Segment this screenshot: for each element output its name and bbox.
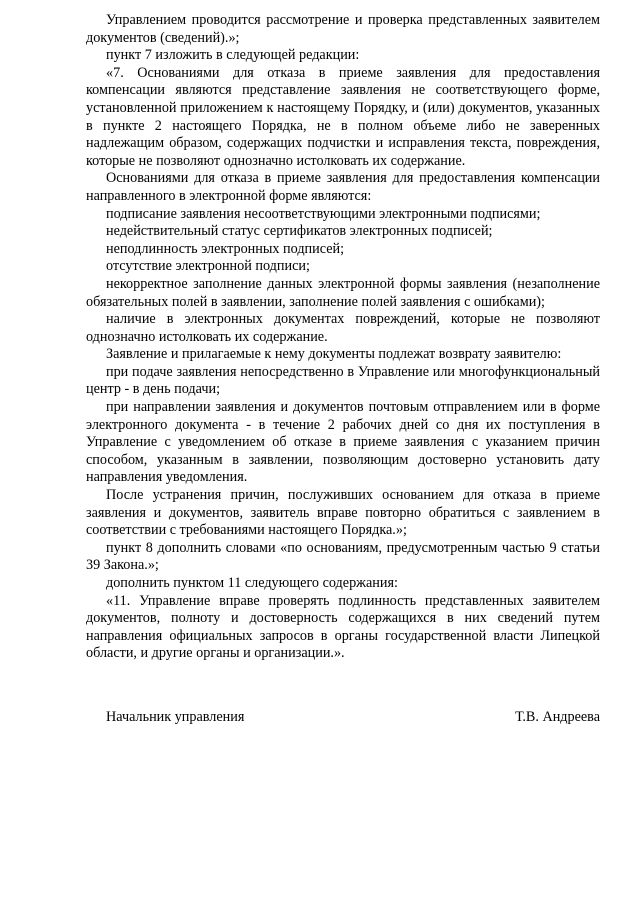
- paragraph: «11. Управление вправе проверять подлинность представленных заявителем документов, полноту и достоверность содержащихся в них сведений путем направления официальных запросов в органы государственной власти Липецкой области, и другие органы и организации.».: [86, 592, 600, 662]
- paragraph: при направлении заявления и документов почтовым отправлением или в форме электронного документа - в течение 2 рабочих дней со дня их поступления в Управление с уведомлением об отказе в приеме заявления с указанием причин способом, указанным в заявлении, позволяющим достоверно установить дату направления уведомления.: [86, 399, 600, 486]
- paragraph: дополнить пунктом 11 следующего содержания:: [106, 575, 398, 591]
- paragraph: наличие в электронных документах повреждений, которые не позволяют однозначно истолковать их содержание.: [86, 311, 600, 345]
- paragraph: После устранения причин, послуживших основанием для отказа в приеме заявления и документов, заявитель вправе повторно обратиться с заявлением в соответствии с требованиями настоящего Порядка.»;: [86, 487, 600, 539]
- signature-block: [106, 708, 600, 726]
- signature-name: Т.В. Андреева: [515, 709, 600, 725]
- paragraph: при подаче заявления непосредственно в Управление или многофункциональный центр - в день подачи;: [86, 363, 600, 398]
- document-body: [86, 12, 600, 663]
- paragraph: неподлинность электронных подписей;: [106, 240, 345, 257]
- paragraph: Заявление и прилагаемые к нему документы подлежат возврату заявителю:: [106, 346, 562, 363]
- paragraph: Основаниями для отказа в приеме заявления для предоставления компенсации направленного в электронной форме являются:: [86, 170, 600, 204]
- paragraph: недействительный статус сертификатов электронных подписей;: [106, 223, 493, 240]
- paragraph: пункт 7 изложить в следующей редакции:: [106, 47, 360, 64]
- paragraph: подписание заявления несоответствующими электронными подписями;: [106, 205, 541, 222]
- paragraph: «7. Основаниями для отказа в приеме заявления для предоставления компенсации являются представление заявления не соответствующего форме, установленной приложением к настоящему Порядку, и (или) документов, указанных в пункте 2 настоящего Порядка, не в полном объеме либо не заверенных надлежащим образом, содержащих подчистки и исправления текста, повреждения, которые не позволяют однозначно истолковать их содержание.: [86, 64, 600, 169]
- signature-position: Начальник управления: [106, 709, 245, 725]
- paragraph: отсутствие электронной подписи;: [106, 258, 310, 275]
- paragraph: некорректное заполнение данных электронной формы заявления (незаполнение обязательных полей в заявлении, заполнение полей заявления с ошибками);: [86, 275, 600, 310]
- paragraph: Управлением проводится рассмотрение и проверка представленных заявителем документов (сведений).»;: [86, 12, 600, 46]
- paragraph: пункт 8 дополнить словами «по основаниям, предусмотренным частью 9 статьи 39 Закона.»;: [86, 539, 600, 574]
